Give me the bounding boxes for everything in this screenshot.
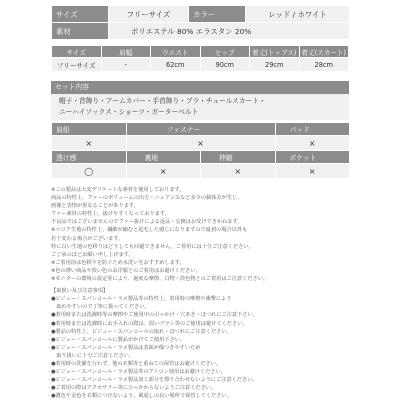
feature-header-row-1	[52, 123, 350, 136]
pocket-header: ポケット	[275, 151, 350, 164]
material-label: 素材	[52, 23, 109, 40]
stretch-header: 伸縮	[201, 151, 276, 164]
handling-line: ●ビジュー・スパンコール・ラメ製品等のアイロン使用はお避けください。	[51, 369, 226, 376]
zipper-value: ×	[126, 136, 275, 151]
handling-line: ●着用時の洗濯を行わず、他の衣類等と重ねての保管はお避けください。	[51, 360, 221, 367]
handling-line: ●ご着用の際はアクセサリー等にひっかからないようご注意ください。	[51, 385, 217, 392]
shoulder-col-header: 肩幅	[101, 46, 151, 58]
set-contents-line: 帽子・首飾り・アームカバー・手首飾り・ブラ・チュールスカート・	[59, 97, 266, 105]
lining-header: 裏地	[126, 151, 201, 164]
sheerness-value: ◯	[52, 164, 127, 179]
pad-value: ×	[275, 136, 350, 151]
hip-col-header: ヒップ	[200, 46, 250, 58]
handling-line: 取り扱いに十分ご注意ください。	[51, 352, 135, 359]
feature-value-row-2	[52, 164, 350, 179]
spec-table	[51, 5, 350, 40]
strap-value: ×	[52, 136, 127, 151]
lining-value: ×	[126, 164, 201, 179]
note-line: 若干変わる場合がございます。	[51, 235, 124, 242]
note-line: ご了承のほどお願い申し上げます。	[51, 251, 134, 258]
sheerness-header: 透け感	[52, 151, 127, 164]
hip-cell: 90cm	[200, 58, 250, 72]
size-table-row	[52, 58, 349, 72]
handling-line: ●ビジュー・スパンコール・ラメ製品等の特性上、着用時の摩擦や衝撃により	[51, 296, 232, 303]
stretch-value: ×	[201, 164, 276, 179]
set-contents-line: ニーハイソックス・ショーツ・ガーターベルト	[59, 108, 199, 116]
note-line: 特に白い生地の色移りはどうしても回避できません。ご着用には十分ご注意ください。	[51, 243, 254, 250]
feature-value-row-1	[52, 136, 350, 151]
size-table-header	[52, 46, 349, 58]
note-line: 商品の特性上、ファーのボリュームの出方・ニュアンスなど多少の個体差が生じ、	[51, 195, 243, 202]
pocket-value: ×	[275, 164, 350, 179]
handling-line: ●ビジュー・スパンコール・ラメ製品は表面が傷つきやすいため	[51, 344, 201, 351]
handling-line: ●ビジュー・スパンコール・ラメ製品加工部分を擦り合わせないようにご注意ください。	[51, 377, 258, 384]
note-line: ファー素材の特性上、抜けやすくなっております。	[51, 211, 170, 218]
size-cell: フリーサイズ	[52, 58, 102, 72]
size-value: フリーサイズ	[109, 6, 189, 23]
top-length-col-header: 着丈(トップス)	[250, 46, 300, 58]
spec-row-material	[52, 23, 350, 40]
product-notes	[51, 186, 351, 400]
zipper-header: ファスナー	[126, 123, 275, 136]
size-label: サイズ	[52, 6, 109, 23]
note-line: ※色の薄い商品や淡い色のお洋服とのご着用はお避けください。	[51, 267, 201, 274]
note-line: ※この製品は大変デリケートな素材を使用しております。	[51, 187, 185, 193]
handling-line: ●着用時または洗濯時にお手入れの際は、固いブラシ等のご使用は避けてください。	[51, 320, 248, 327]
skirt-length-cell: 28cm	[299, 58, 349, 72]
note-line: ※モニターの環境の設定等により、過度な摩擦、白物・淡色物とのご着用はご注意ください。	[51, 276, 269, 283]
handling-line: ●ビジュー・スパンコールに製品がかけてご使用下さい。	[51, 336, 186, 343]
color-label: カラー	[189, 6, 246, 23]
size-table	[51, 45, 349, 72]
set-contents-title: セット内容	[51, 81, 349, 94]
feature-header-row-2	[52, 151, 350, 164]
handling-line: ●製品の特性上、ビジュー・スパンコールの取れ・ほつれにご注意ください。	[51, 328, 232, 335]
note-line: ※ベロア生地の特性上、繊維が縮むと起毛した感じになりますので最初の場合以外も	[51, 227, 248, 234]
handling-title: 【取扱い及び注意事項】	[51, 288, 109, 295]
note-line: 不良品ではございませんのでファー抜けによる返品・交換はお受けできかねます。	[51, 219, 243, 226]
feature-table	[51, 122, 350, 179]
material-value: ポリエステル 80% エラスタン 20%	[109, 23, 350, 40]
strap-header: 肩紐	[52, 123, 127, 136]
handling-line: ●濃色や金色を衣類につけないよう、風通しの良い場所で保管してください。	[51, 393, 232, 400]
color-value: レッド / ホワイト	[246, 6, 350, 23]
set-contents-body	[51, 94, 349, 120]
waist-cell: 62cm	[151, 58, 201, 72]
handling-line: 取れやすいので丁寧に扱ってください。	[51, 304, 150, 311]
skirt-length-col-header: 着丈(スカート)	[299, 46, 349, 58]
top-length-cell: 29cm	[250, 58, 300, 72]
pad-header: パッド	[275, 123, 350, 136]
size-col-header: サイズ	[52, 46, 102, 58]
waist-col-header: ウエスト	[151, 46, 201, 58]
spec-row-size	[52, 6, 350, 23]
handling-line: ●着用時または洗濯時等の摩擦やご使用中の引っかけ・穴あき・ほつれにご注意下さい。	[51, 312, 258, 319]
note-line: 画像と表情が異なることがあります。	[51, 203, 139, 210]
shoulder-cell: -	[101, 58, 151, 72]
note-line: ※ご着用前は色移りを防ぐため水洗いをおすすめします。	[51, 259, 185, 266]
